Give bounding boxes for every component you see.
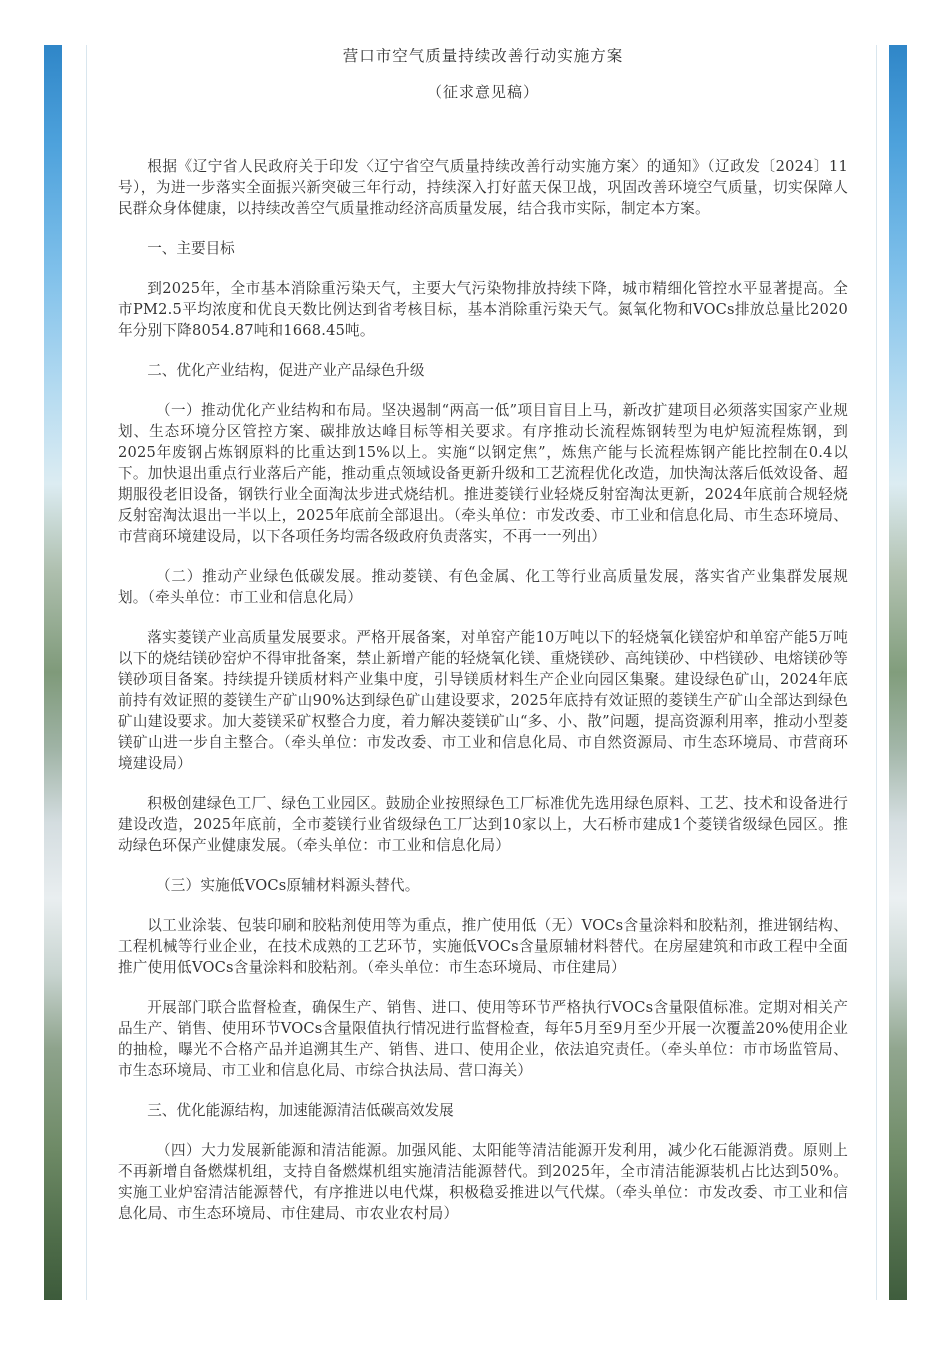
goals-paragraph: 到2025年，全市基本消除重污染天气，主要大气污染物排放持续下降，城市精细化管控水平显著提高。全市PM2.5平均浓度和优良天数比例达到省考核目标，基本消除重污染天气。氮氧化物和VOCs排放总量比2020年分别下降8054.87吨和1668.45吨。 <box>118 280 848 339</box>
item-3-heading: （三）实施低VOCs原辅材料源头替代。 <box>155 877 420 894</box>
section-heading-2: 二、优化产业结构，促进产业产品绿色升级 <box>147 362 425 379</box>
left-decorative-border <box>44 45 62 1300</box>
green-factory-paragraph: 积极创建绿色工厂、绿色工业园区。鼓励企业按照绿色工厂标准优先选用绿色原料、工艺、技术和设备进行建设改造，2025年底前，全市菱镁行业省级绿色工厂达到10家以上，大石桥市建成1个菱镁省级绿色园区。推动绿色环保产业健康发展。（牵头单位：市工业和信息化局） <box>118 795 848 854</box>
item-2-paragraph: （二）推动产业绿色低碳发展。推动菱镁、有色金属、化工等行业高质量发展，落实省产业集群发展规划。（牵头单位：市工业和信息化局） <box>118 568 848 606</box>
magnesite-paragraph: 落实菱镁产业高质量发展要求。严格开展备案，对单窑产能10万吨以下的轻烧氧化镁窑炉和单窑产能5万吨以下的烧结镁砂窑炉不得审批备案，禁止新增产能的轻烧氧化镁、重烧镁砂、高纯镁砂、中档镁砂、电熔镁砂等镁砂项目备案。持续提升镁质材料产业集中度，引导镁质材料生产企业向园区集聚。建设绿色矿山，2024年底前持有效证照的菱镁生产矿山90%达到绿色矿山建设要求，2025年底持有效证照的菱镁生产矿山全部达到绿色矿山建设要求。加大菱镁采矿权整合力度，着力解决菱镁矿山“多、小、散”问题，提高资源利用率，推动小型菱镁矿山进一步自主整合。（牵头单位：市发改委、市工业和信息化局、市自然资源局、市生态环境局、市营商环境建设局） <box>118 629 848 772</box>
section-heading-1: 一、主要目标 <box>147 240 235 257</box>
left-page-margin-line <box>86 45 87 1300</box>
right-page-margin-line <box>876 45 877 1300</box>
intro-paragraph: 根据《辽宁省人民政府关于印发〈辽宁省空气质量持续改善行动实施方案〉的通知》（辽政发〔2024〕11号），为进一步落实全面振兴新突破三年行动，持续深入打好蓝天保卫战，巩固改善环境空气质量，切实保障人民群众身体健康，以持续改善空气质量推动经济高质量发展，结合我市实际，制定本方案。 <box>118 158 848 217</box>
section-heading-3: 三、优化能源结构，加速能源清洁低碳高效发展 <box>147 1102 454 1119</box>
vocs-substitution-paragraph: 以工业涂装、包装印刷和胶粘剂使用等为重点，推广使用低（无）VOCs含量涂料和胶粘剂，推进钢结构、工程机械等行业企业，在技术成熟的工艺环节，实施低VOCs含量原辅材料替代。在房屋建筑和市政工程中全面推广使用低VOCs含量涂料和胶粘剂。（牵头单位：市生态环境局、市住建局） <box>118 917 848 976</box>
document-body <box>118 42 848 1224</box>
item-4-paragraph: （四）大力发展新能源和清洁能源。加强风能、太阳能等清洁能源开发利用，减少化石能源消费。原则上不再新增自备燃煤机组，支持自备燃煤机组实施清洁能源替代。到2025年，全市清洁能源装机占比达到50%。实施工业炉窑清洁能源替代，有序推进以电代煤，积极稳妥推进以气代煤。（牵头单位：市发改委、市工业和信息化局、市生态环境局、市住建局、市农业农村局） <box>118 1142 848 1222</box>
item-1-paragraph: （一）推动优化产业结构和布局。坚决遏制“两高一低”项目盲目上马，新改扩建项目必须落实国家产业规划、生态环境分区管控方案、碳排放达峰目标等相关要求。有序推动长流程炼钢转型为电炉短流程炼钢，到2025年废钢占炼钢原料的比重达到15%以上。实施“以钢定焦”，炼焦产能与长流程炼钢产能比控制在0.4以下。加快退出重点行业落后产能，推动重点领域设备更新升级和工艺流程优化改造，加快淘汰落后低效设备、超期服役老旧设备，钢铁行业全面淘汰步进式烧结机。推进菱镁行业轻烧反射窑淘汰更新，2024年底前合规轻烧反射窑淘汰退出一半以上，2025年底前全部退出。（牵头单位：市发改委、市工业和信息化局、市生态环境局、市营商环境建设局，以下各项任务均需各级政府负责落实，不再一一列出） <box>118 402 848 545</box>
right-decorative-border <box>889 45 907 1300</box>
document-title: 营口市空气质量持续改善行动实施方案 <box>342 47 624 65</box>
joint-inspection-paragraph: 开展部门联合监督检查，确保生产、销售、进口、使用等环节严格执行VOCs含量限值标准。定期对相关产品生产、销售、使用环节VOCs含量限值执行情况进行监督检查，每年5月至9月至少开展一次覆盖20%使用企业的抽检，曝光不合格产品并追溯其生产、销售、进口、使用企业，依法追究责任。（牵头单位：市市场监管局、市生态环境局、市工业和信息化局、市综合执法局、营口海关） <box>118 999 848 1079</box>
document-subtitle: （征求意见稿） <box>426 83 539 101</box>
